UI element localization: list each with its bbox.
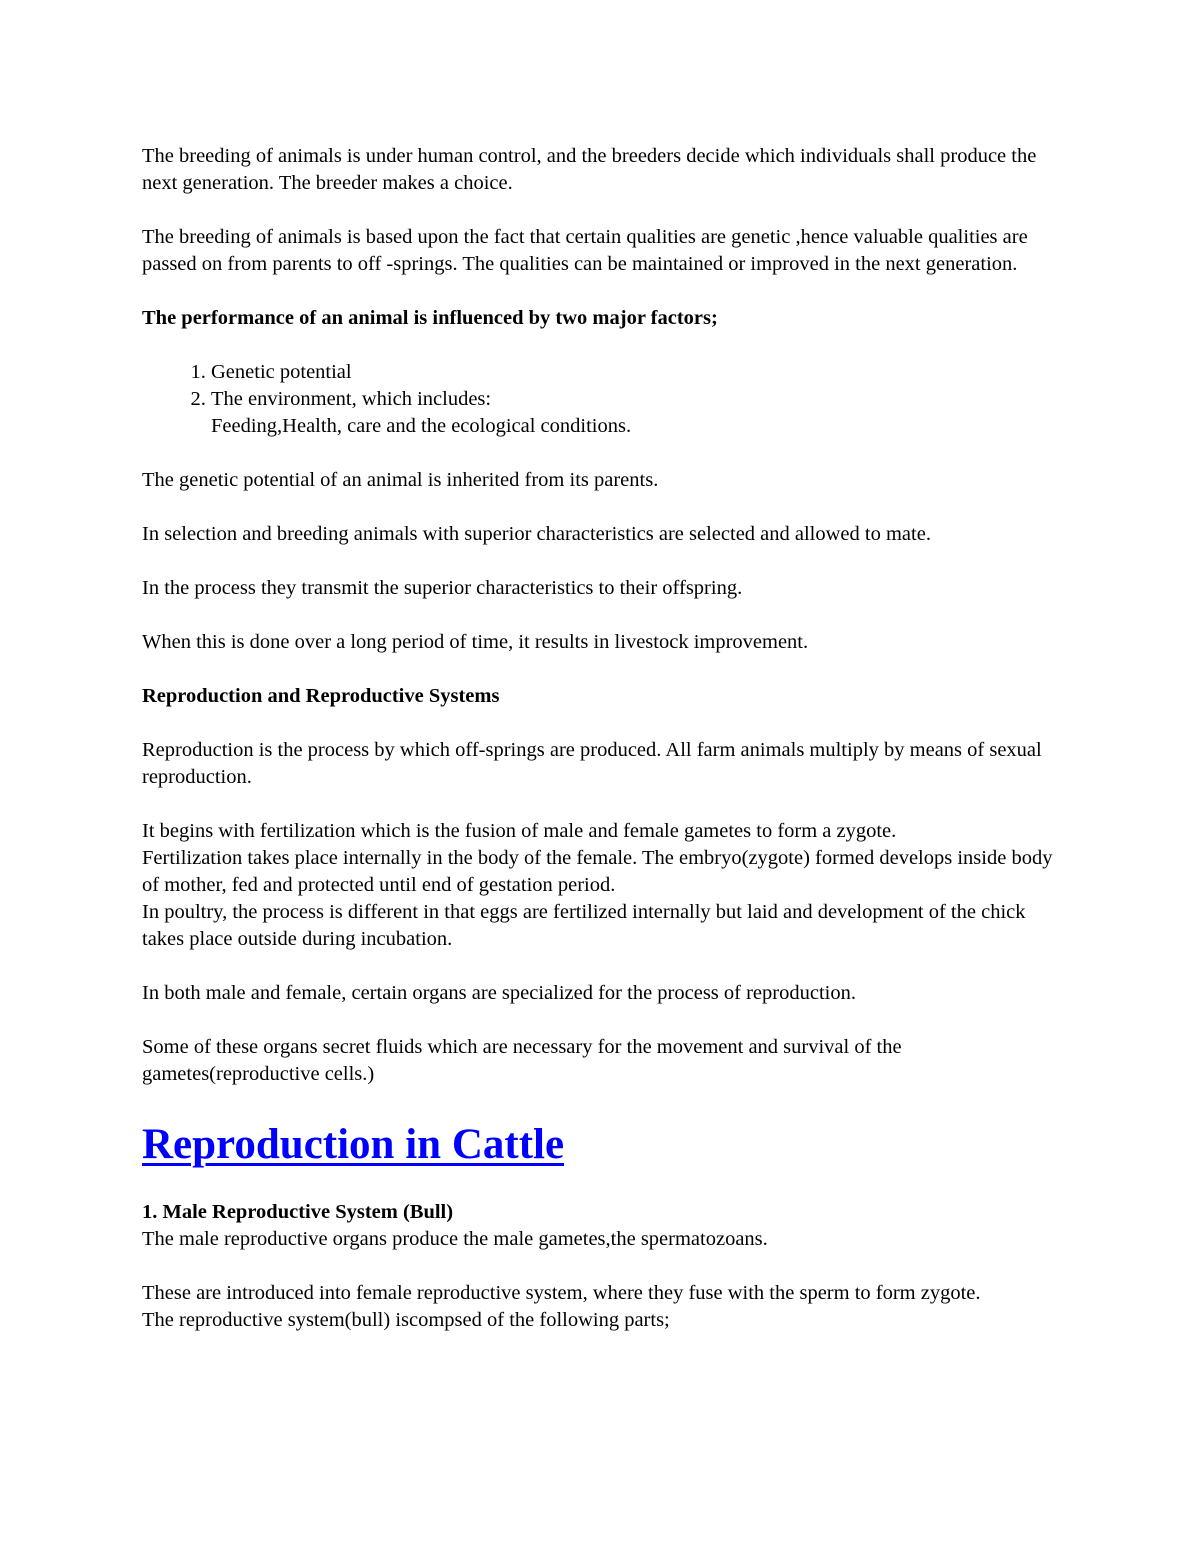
organs-paragraph-2: Some of these organs secret fluids which are necessary for the movement and survival of the gametes(reproductive cells.) [142,1036,902,1085]
factors-list [142,359,1072,440]
document-body [142,143,1072,1361]
section-title [142,1115,1072,1175]
male-system-paragraph-2: These are introduced into female reproductive system, where they fuse with the sperm to form zygote. [142,1282,981,1304]
male-system-line-1: The male reproductive organs produce the male gametes,the spermatozoans. [142,1228,768,1250]
genetic-paragraph-3: In the process they transmit the superior characteristics to their offspring. [142,577,743,599]
fertilization-line-3: In poultry, the process is different in that eggs are fertilized internally but laid and development of the chick takes place outside during incubation. [142,901,1026,950]
fertilization-line-1: It begins with fertilization which is the fusion of male and female gametes to form a zygote. [142,820,897,842]
list-item [211,386,1072,440]
organs-paragraph-1: In both male and female, certain organs are specialized for the process of reproduction. [142,982,856,1004]
reproduction-heading: Reproduction and Reproductive Systems [142,685,500,707]
genetic-paragraph-2: In selection and breeding animals with superior characteristics are selected and allowed to mate. [142,523,931,545]
reproduction-paragraph: Reproduction is the process by which off-springs are produced. All farm animals multiply by means of sexual reproduction. [142,739,1042,788]
male-system-heading: 1. Male Reproductive System (Bull) [142,1201,454,1223]
fertilization-paragraph [142,818,1072,953]
list-item-text: Genetic potential [211,361,352,383]
list-item-text: The environment, which includes: [211,388,492,410]
male-system-line-3: The reproductive system(bull) iscompsed of the following parts; [142,1309,670,1331]
section-title-link[interactable]: Reproduction in Cattle [142,1121,565,1168]
intro-paragraph-2: The breeding of animals is based upon the fact that certain qualities are genetic ,hence valuable qualities are passed on from parents to off -springs. The qualities can be maintained or improved in the next generation. [142,226,1028,275]
list-item [211,359,1072,386]
fertilization-line-2: Fertilization takes place internally in the body of the female. The embryo(zygote) formed develops inside body of mother, fed and protected until end of gestation period. [142,847,1053,896]
intro-paragraph-1: The breeding of animals is under human control, and the breeders decide which individuals shall produce the next generation. The breeder makes a choice. [142,145,1037,194]
genetic-paragraph-1: The genetic potential of an animal is inherited from its parents. [142,469,659,491]
genetic-paragraph-4: When this is done over a long period of time, it results in livestock improvement. [142,631,809,653]
performance-heading: The performance of an animal is influenced by two major factors; [142,307,718,329]
list-item-detail: Feeding,Health, care and the ecological conditions. [211,415,632,437]
